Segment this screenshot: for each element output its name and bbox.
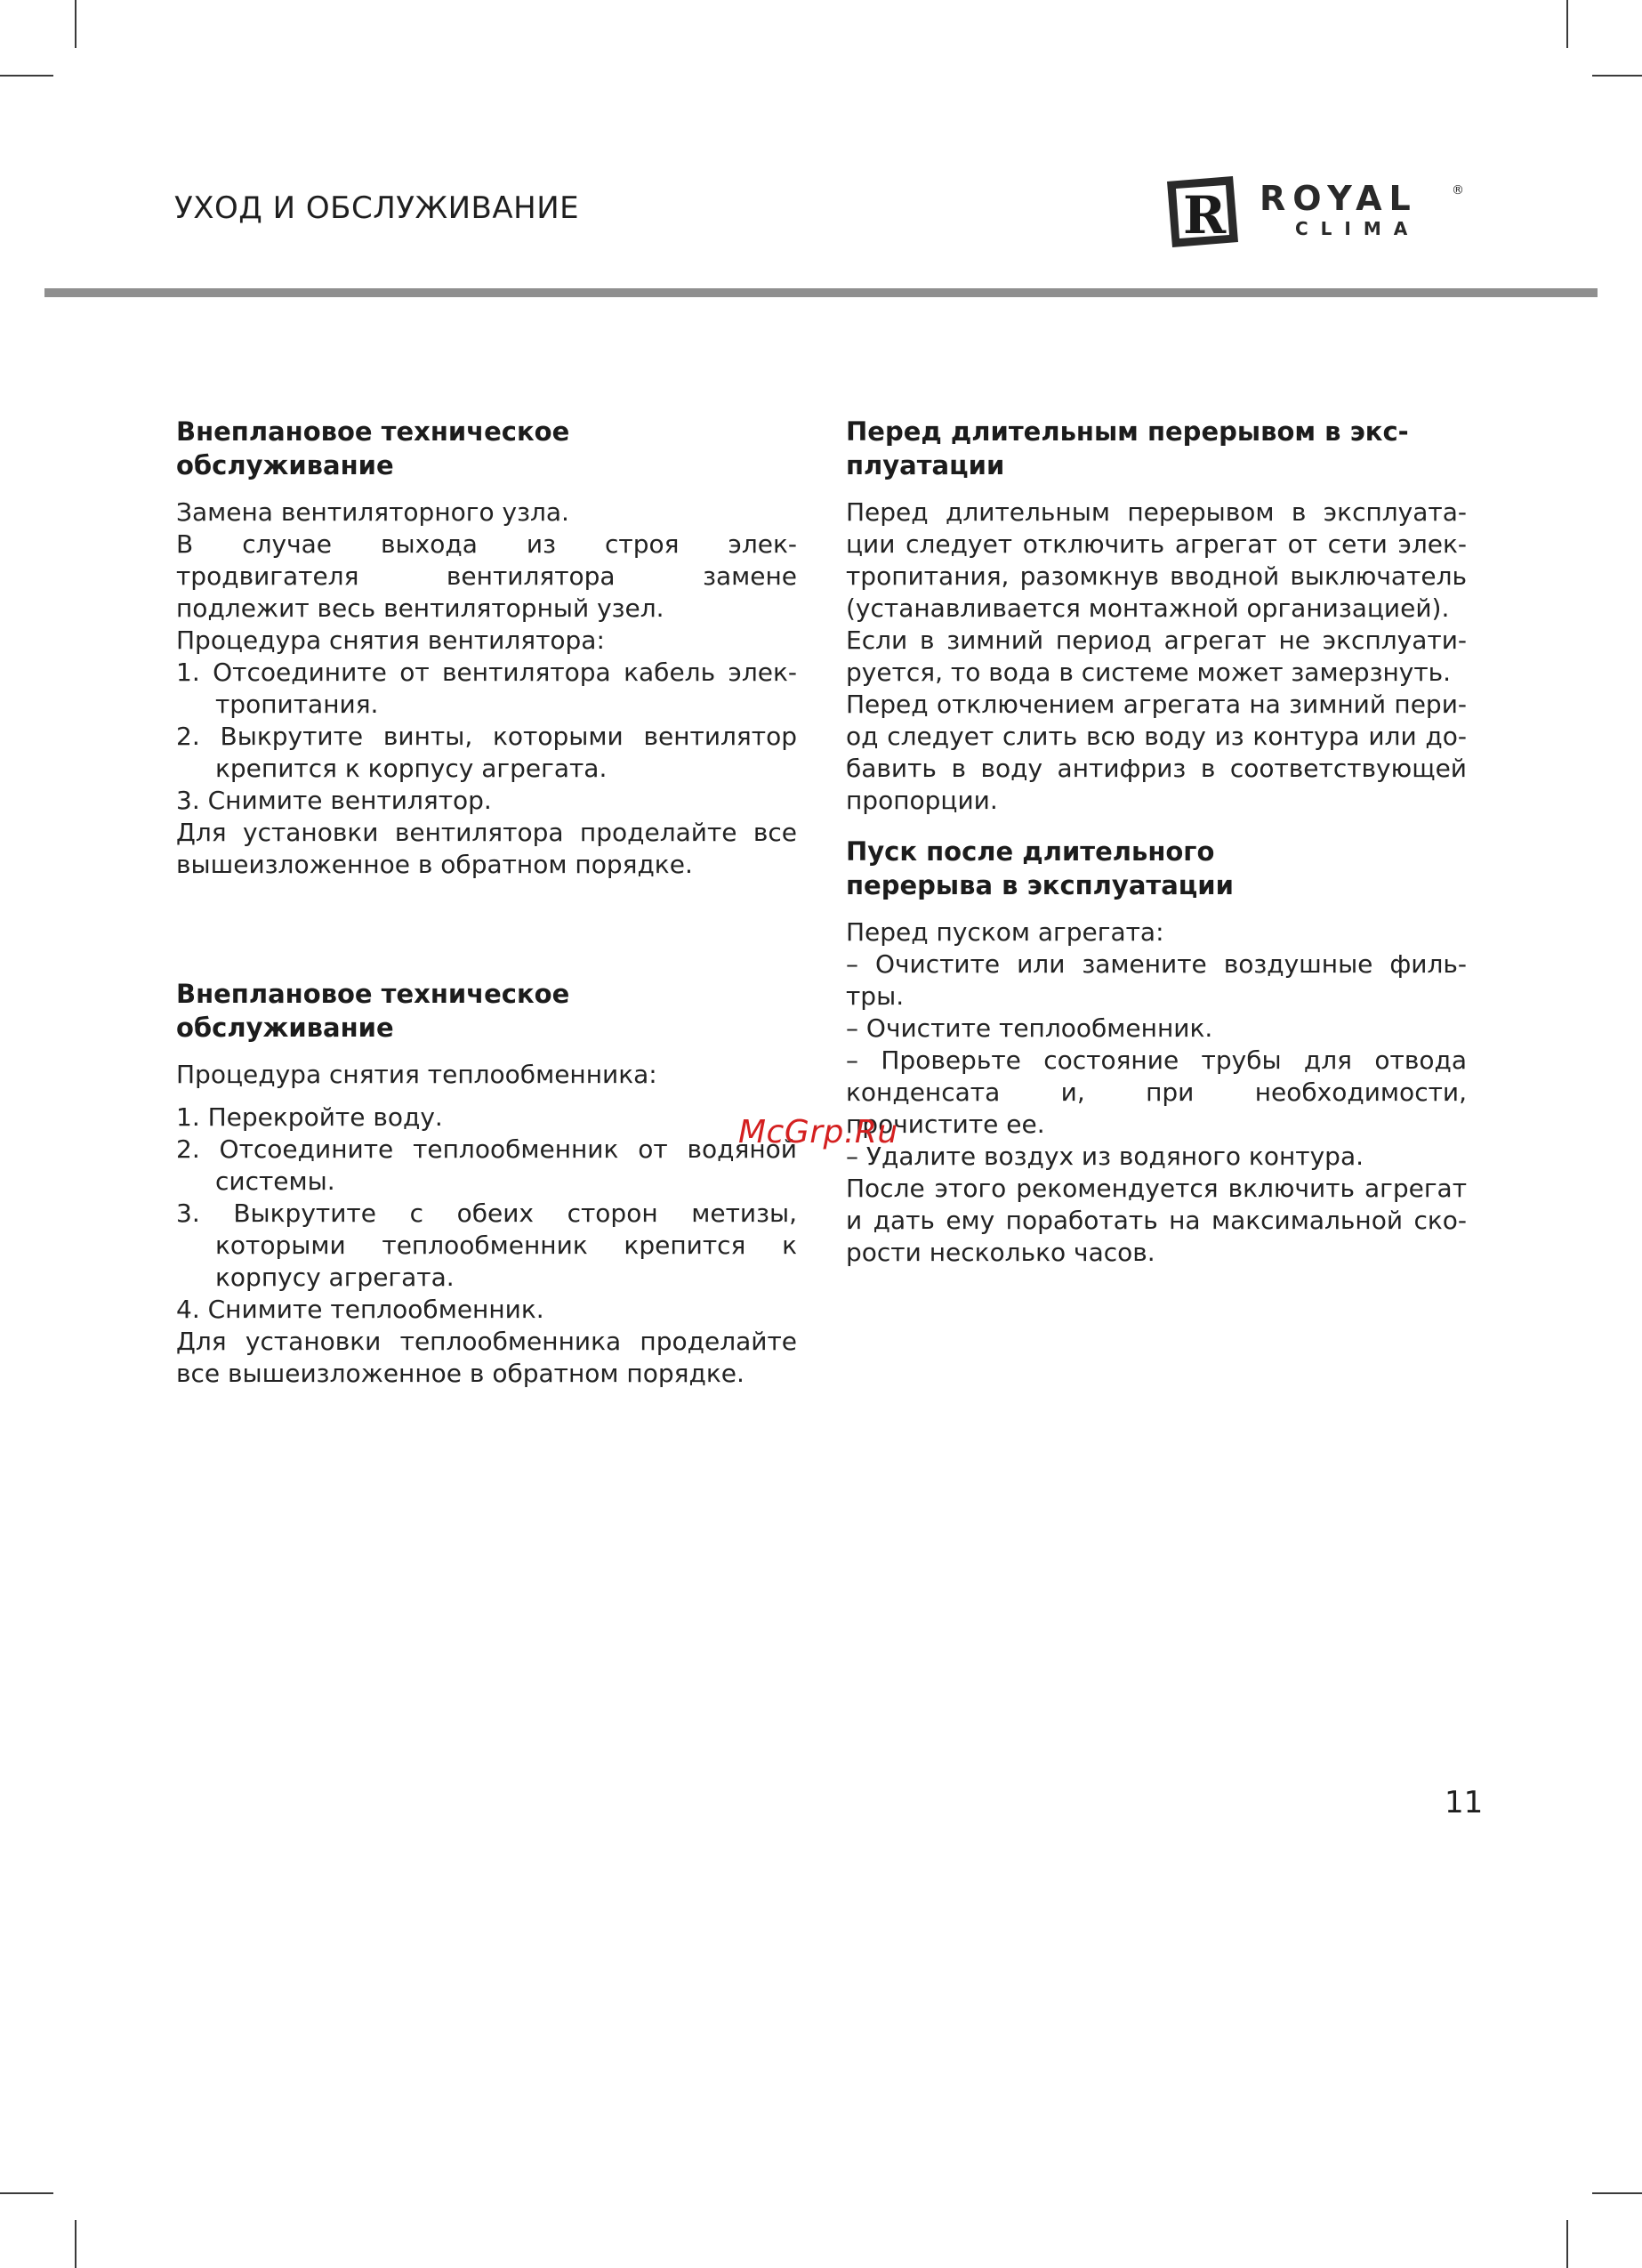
paragraph: Перед пуском агрегата: — [846, 917, 1164, 947]
paragraph: Для установки вентилятора проделайте все вышеизложенное в обратном порядке. — [176, 818, 797, 879]
royal-clima-logo — [1163, 174, 1468, 251]
section-title: УХОД И ОБСЛУЖИВАНИЕ — [174, 190, 580, 226]
paragraph: Процедура снятия теплообменника: — [176, 1060, 657, 1089]
crop-mark — [75, 0, 76, 48]
list-item: 2. Выкрутите винты, которыми вентилятор крепится к корпусу агрегата. — [176, 722, 797, 783]
list-item: 3. Выкрутите с обеих сторон метизы, которыми теплообменник крепится к корпусу агрегата. — [176, 1199, 797, 1292]
heading-line: перерыва в эксплуатации — [846, 870, 1234, 900]
paragraph: Перед отключением агрегата на зимний период следует слить всю воду из контура или добавить в воду антифриз в соответствующей пропорции. — [846, 690, 1467, 815]
heading-line: обслуживание — [176, 450, 394, 480]
page-number: 11 — [1445, 1785, 1484, 1820]
section-heading — [176, 415, 797, 482]
crop-mark — [1566, 0, 1568, 48]
heading-line: Внеплановое техническое — [176, 416, 570, 447]
crop-mark — [0, 2192, 53, 2194]
left-column — [176, 415, 797, 1390]
crop-mark — [1592, 2192, 1642, 2194]
heading-line: Внеплановое техническое — [176, 979, 570, 1009]
crop-mark — [1592, 75, 1642, 77]
paragraph: Для установки теплообменника проделайте все вышеизложенное в обратном порядке. — [176, 1327, 797, 1388]
heading-line: Пуск после длительного — [846, 836, 1215, 867]
paragraph: Процедура снятия вентилятора: — [176, 626, 605, 655]
logo-royal: ROYAL — [1260, 179, 1418, 218]
section-heading — [176, 977, 797, 1045]
logo-clima: CLIMA — [1295, 218, 1421, 239]
paragraph: После этого рекомендуется включить агрегат и дать ему поработать на максимальной скорости несколько часов. — [846, 1174, 1467, 1267]
heading-line: плуатации — [846, 450, 1005, 480]
heading-line: Перед длительным перерывом в экс- — [846, 416, 1409, 447]
header-rule — [44, 288, 1598, 297]
crop-mark — [1566, 2220, 1568, 2268]
right-column — [846, 415, 1467, 1269]
paragraph: Замена вентиляторного узла. — [176, 497, 569, 527]
logo-mark: R — [1183, 185, 1227, 246]
dash-item: – Очистите теплообменник. — [846, 1013, 1213, 1043]
section-heading — [846, 835, 1467, 902]
dash-item: – Очистите или замените воздушные фильтры. — [846, 949, 1467, 1011]
list-item: 3. Снимите вентилятор. — [176, 786, 492, 815]
list-item: 2. Отсоедините теплообменник от водяной системы. — [176, 1134, 797, 1196]
paragraph-line: В случае выхода из строя элек- — [176, 529, 797, 559]
paragraph-line: подлежит весь вентиляторный узел. — [176, 593, 664, 623]
logo-registered: ® — [1452, 183, 1464, 198]
section-heading — [846, 415, 1467, 482]
list-item: 1. Отсоедините от вентилятора кабель электропитания. — [176, 658, 797, 719]
dash-item: – Удалите воздух из водяного контура. — [846, 1142, 1364, 1171]
crop-mark — [75, 2220, 76, 2268]
heading-line: обслуживание — [176, 1013, 394, 1043]
paragraph: Если в зимний период агрегат не эксплуатируется, то вода в системе может замерзнуть. — [846, 626, 1467, 687]
watermark: McGrp.Ru — [738, 1114, 898, 1150]
paragraph-line: тродвигателя вентилятора замене — [176, 561, 797, 591]
list-item: 1. Перекройте воду. — [176, 1102, 443, 1132]
paragraph: Перед длительным перерывом в эксплуатации следует отключить агрегат от сети электропитания, разомкнув вводной выключатель (устанавливается монтажной организацией). — [846, 497, 1467, 623]
list-item: 4. Снимите теплообменник. — [176, 1295, 544, 1324]
crop-mark — [0, 75, 53, 77]
dash-item: – Проверьте состояние трубы для отвода конденсата и, при необходимости, прочистите ее. — [846, 1045, 1467, 1139]
